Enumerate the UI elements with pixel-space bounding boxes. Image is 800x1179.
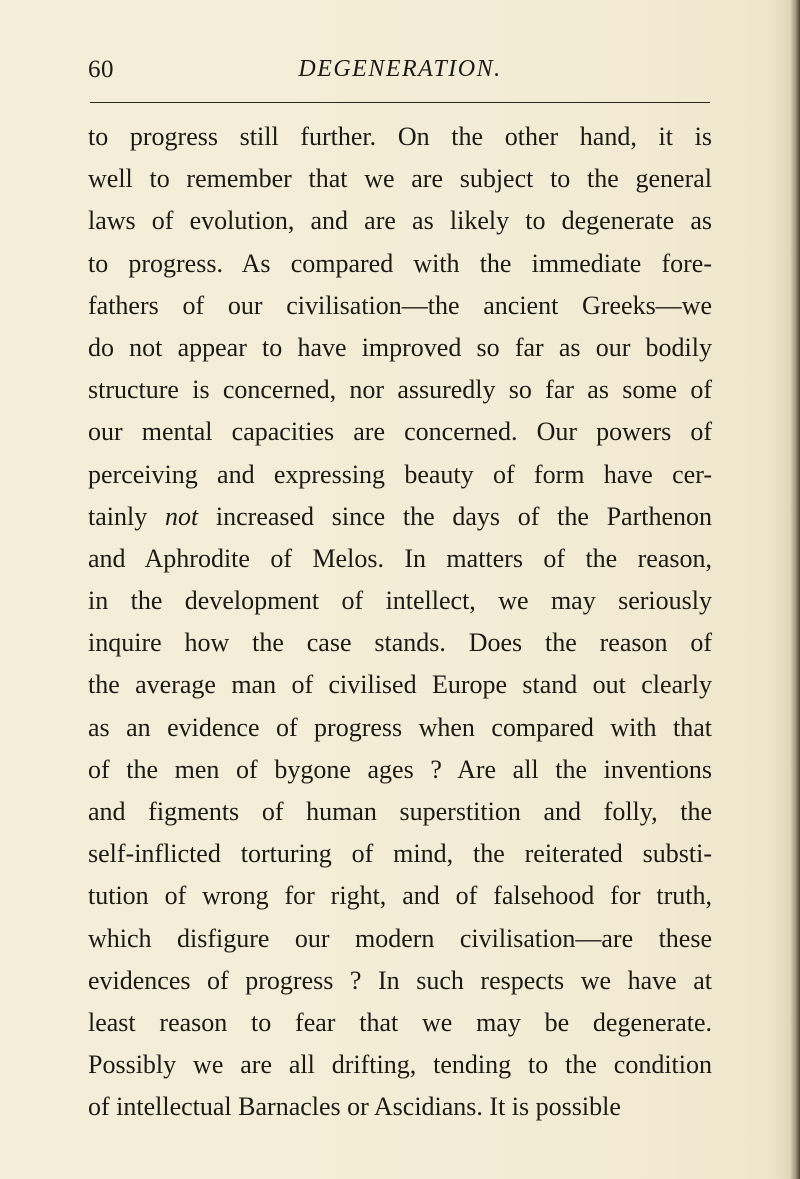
- text-segment: tainly: [88, 501, 148, 531]
- text-line: and Aphrodite of Melos. In matters of the reason,: [88, 543, 712, 573]
- text-line: least reason to fear that we may be degenerate.: [88, 1007, 712, 1037]
- header-rule: [90, 102, 710, 103]
- text-line: of intellectual Barnacles or Ascidians. It is possible: [88, 1092, 621, 1122]
- page-number: 60: [88, 56, 114, 83]
- running-title: DEGENERATION.: [298, 56, 502, 82]
- text-line: evidences of progress ? In such respects we have at: [88, 965, 712, 995]
- text-line: laws of evolution, and are as likely to degenerate as: [88, 206, 712, 236]
- text-line: of the men of bygone ages ? Are all the inventions: [88, 754, 712, 784]
- text-line: inquire how the case stands. Does the reason of: [88, 628, 712, 658]
- text-line: tution of wrong for right, and of falsehood for truth,: [88, 881, 712, 911]
- text-line: which disfigure our modern civilisation—are these: [88, 923, 712, 953]
- text-line: in the development of intellect, we may seriously: [88, 586, 712, 616]
- text-line: [88, 496, 712, 538]
- text-line: Possibly we are all drifting, tending to the condition: [88, 1050, 712, 1080]
- text-segment: increased since the days of the Parthenon: [215, 501, 713, 531]
- text-line: do not appear to have improved so far as our bodily: [88, 332, 712, 362]
- text-line: self-inflicted torturing of mind, the reiterated substi-: [88, 839, 712, 869]
- text-line: structure is concerned, nor assuredly so far as some of: [88, 375, 712, 405]
- text-line: well to remember that we are subject to the general: [88, 164, 712, 194]
- text-line: to progress still further. On the other hand, it is: [88, 122, 712, 151]
- text-line: perceiving and expressing beauty of form have cer-: [88, 459, 712, 489]
- text-line: the average man of civilised Europe stand out clearly: [88, 670, 712, 700]
- text-line: fathers of our civilisation—the ancient Greeks—we: [88, 290, 712, 320]
- text-line: our mental capacities are concerned. Our powers of: [88, 417, 712, 447]
- body-text: [88, 116, 712, 1129]
- text-line: as an evidence of progress when compared with that: [88, 712, 712, 742]
- italic-emphasis: not: [164, 501, 199, 531]
- text-line: to progress. As compared with the immediate fore-: [88, 248, 712, 278]
- text-line: and figments of human superstition and folly, the: [88, 797, 712, 826]
- page-edge-shadow: [790, 0, 800, 1179]
